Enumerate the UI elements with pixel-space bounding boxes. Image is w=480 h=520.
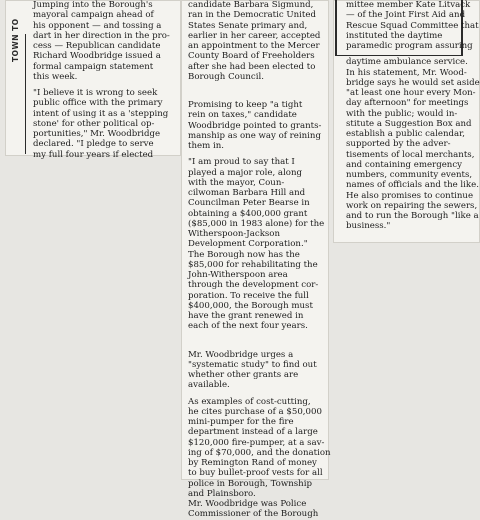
text-line: mini-pumper for the fire	[188, 417, 294, 427]
text-line: Richard Woodbridge issued a	[33, 51, 161, 62]
text-line: rein on taxes," candidate	[188, 110, 297, 121]
text-line: supported by the adver-	[346, 139, 451, 150]
text-line: As examples of cost-cutting,	[188, 396, 311, 407]
text-line: and to run the Borough "like a	[346, 211, 479, 221]
text-line: Rescue Squad Committee that	[346, 20, 479, 31]
text-line: numbers, community events,	[346, 170, 473, 180]
text-line: whether other grants are	[188, 370, 299, 380]
text-line: Witherspoon-Jackson	[188, 229, 281, 239]
paragraph-gap	[188, 82, 325, 100]
text-line: County Board of Freeholders	[188, 51, 315, 62]
text-line: them in.	[188, 141, 224, 151]
text-line: He also promises to continue	[346, 190, 474, 201]
text-line: Development Corporation."	[188, 239, 308, 250]
text-line: Jumping into the Borough's	[33, 0, 153, 10]
text-line: played a major role, along	[188, 167, 303, 178]
paragraph	[346, 67, 480, 191]
text-line: "I believe it is wrong to seek	[33, 88, 158, 98]
text-line: and Plainsboro.	[188, 488, 256, 499]
text-line: department instead of a large	[188, 427, 318, 438]
text-line: his opponent — and tossing a	[33, 20, 162, 31]
text-line: day afternoon" for meetings	[346, 98, 469, 109]
text-line: "at least one hour every Mon-	[346, 88, 476, 98]
text-line: with the public; would in-	[346, 108, 458, 119]
column-text	[188, 0, 331, 520]
text-line: have the grant renewed in	[188, 311, 304, 321]
text-line: earlier in her career, accepted	[188, 30, 321, 41]
paragraph	[188, 350, 325, 391]
column-text	[346, 0, 480, 232]
text-line: The Borough now has the	[188, 249, 300, 260]
text-line: Borough Council.	[188, 71, 264, 82]
text-line: each of the next four years.	[188, 321, 308, 332]
paragraph	[188, 157, 325, 249]
text-line: poration. To receive the full	[188, 290, 309, 301]
text-line: ing of $70,000, and the donation	[188, 447, 331, 458]
text-line: declared. "I pledge to serve	[33, 139, 154, 150]
text-line: an appointment to the Mercer	[188, 41, 320, 51]
text-line: daytime ambulance service.	[346, 57, 468, 68]
paragraph	[188, 396, 331, 500]
text-line: he cites purchase of a $50,000	[188, 406, 322, 417]
text-line: manship as one way of reining	[188, 130, 321, 141]
text-line: Promising to keep "a tight	[188, 100, 303, 110]
text-line: In his statement, Mr. Wood-	[346, 67, 467, 78]
text-line: obtaining a $400,000 grant	[188, 208, 308, 219]
text-line: this week.	[33, 71, 78, 82]
column-text	[33, 0, 175, 160]
article-clipping-left	[5, 0, 181, 160]
text-line: $400,000, the Borough must	[188, 300, 313, 311]
text-line: dart in her direction in the pro-	[33, 30, 170, 41]
text-line: public office with the primary	[33, 98, 163, 109]
text-line: after she had been elected to	[188, 61, 316, 72]
text-line: mayoral campaign ahead of	[33, 10, 154, 21]
text-line: — of the Joint First Aid and	[346, 10, 466, 21]
text-line: tisements of local merchants,	[346, 149, 475, 160]
text-line: instituted the daytime	[346, 30, 443, 41]
text-line: portunities," Mr. Woodbridge	[33, 129, 161, 139]
text-line: bridge says he would set aside	[346, 77, 480, 88]
text-line: Woodbridge pointed to grants-	[188, 120, 322, 131]
text-line: $85,000 for rehabilitating the	[188, 259, 318, 270]
text-line: $120,000 fire-pumper, at a sav-	[188, 437, 325, 448]
text-line: intent of using it as a 'stepping	[33, 108, 169, 119]
paragraph	[188, 499, 325, 520]
paragraph	[188, 100, 325, 151]
paragraph-gap	[188, 332, 325, 350]
text-line: Councilman Peter Bearse in	[188, 198, 310, 209]
text-line: available.	[188, 380, 230, 391]
text-line: ran in the Democratic United	[188, 10, 316, 21]
text-line: mittee member Kate Litvack	[346, 0, 471, 10]
text-line: States Senate primary and,	[188, 20, 308, 31]
text-line: Commissioner of the Borough	[188, 509, 319, 520]
text-line: cilwoman Barbara Hill and	[188, 188, 306, 198]
column-rule	[25, 34, 26, 154]
text-line: paramedic program assuring	[346, 41, 473, 51]
text-line: and containing emergency	[346, 159, 463, 170]
text-line: stone' for other political op-	[33, 118, 155, 129]
article-clipping-right	[333, 0, 480, 243]
paragraph	[346, 57, 476, 67]
dateline-vertical: TOWN TO	[11, 18, 20, 62]
text-line: candidate Barbara Sigmund,	[188, 0, 314, 10]
text-line: stitute a Suggestion Box and	[346, 118, 472, 129]
text-line: names of officials and the like.	[346, 180, 479, 191]
paragraph	[346, 190, 479, 232]
text-line: "systematic study" to find out	[188, 359, 317, 370]
article-clipping-middle	[181, 0, 331, 520]
text-line: to buy bullet-proof vests for all	[188, 468, 323, 479]
paragraph	[33, 0, 175, 82]
text-line: police in Borough, Township	[188, 478, 312, 489]
paragraph	[188, 250, 325, 332]
text-line: by Remington Rand of money	[188, 458, 317, 468]
text-line: ($85,000 in 1983 alone) for the	[188, 218, 325, 229]
text-line: cess — Republican candidate	[33, 41, 161, 51]
text-line: establish a public calendar,	[346, 129, 466, 139]
paragraph	[346, 0, 479, 51]
text-line: Mr. Woodbridge was Police	[188, 499, 307, 509]
paragraph	[33, 88, 175, 160]
text-line: John-Witherspoon area	[188, 270, 288, 280]
text-line: formal campaign statement	[33, 61, 154, 72]
text-line: business."	[346, 221, 391, 232]
text-line: with the mayor, Coun-	[188, 177, 285, 188]
box-rule-left	[335, 0, 337, 56]
paragraph	[188, 0, 325, 82]
text-line: my full four years if elected	[33, 149, 154, 160]
text-line: through the development cor-	[188, 280, 319, 291]
text-line: work on repairing the sewers,	[346, 200, 478, 211]
text-line: "I am proud to say that I	[188, 157, 295, 168]
text-line: Mr. Woodbridge urges a	[188, 349, 294, 360]
